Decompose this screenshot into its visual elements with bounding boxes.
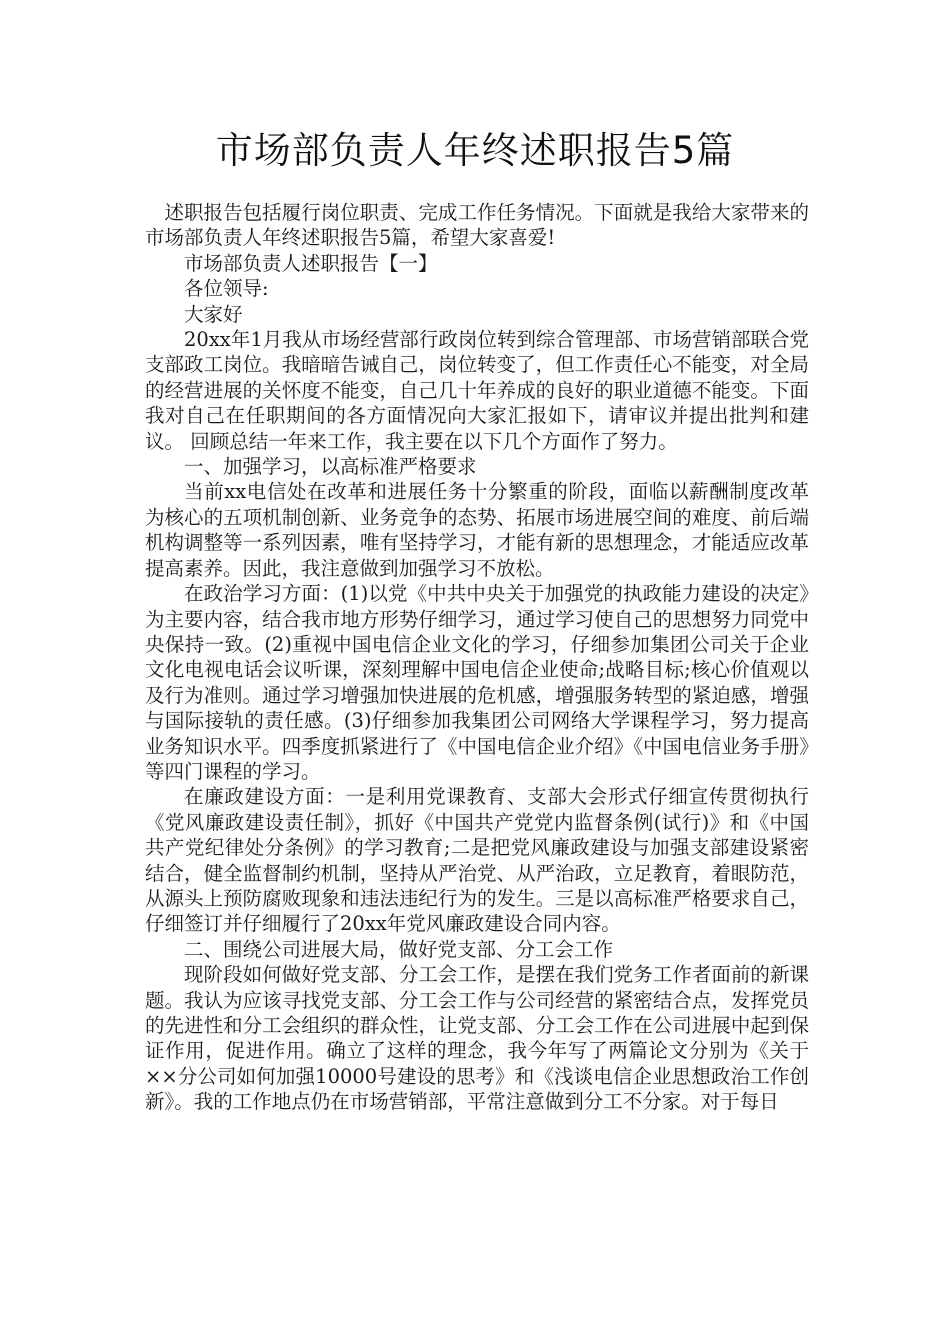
body-paragraph: 20xx年1月我从市场经营部行政岗位转到综合管理部、市场营销部联合党支部政工岗位。我暗暗告诫自己，岗位转变了，但工作责任心不能变，对全局的经营进展的关怀度不能变，自己几十年养成的良好的职业道德不能变。下面我对自己在任职期间的各方面情况向大家汇报如下，请审议并提出批判和建议。 回顾总结一年来工作，我主要在以下几个方面作了努力。 — [145, 328, 809, 453]
document-body — [145, 200, 809, 1115]
body-paragraph: 在政治学习方面：(1)以党《中共中央关于加强党的执政能力建设的决定》为主要内容，结合我市地方形势仔细学习，通过学习使自己的思想努力同党中央保持一致。(2)重视中国电信企业文化的学习，仔细参加集团公司关于企业文化电视电话会议听课，深刻理解中国电信企业使命;战略目标;核心价值观以及行为准则。通过学习增强加快进展的危机感，增强服务转型的紧迫感，增强与国际接轨的责任感。(3)仔细参加我集团公司网络大学课程学习，努力提高业务知识水平。四季度抓紧进行了《中国电信企业介绍》《中国电信业务手册》等四门课程的学习。 — [145, 582, 809, 783]
section-heading-report-one: 市场部负责人述职报告【一】 — [184, 251, 438, 275]
section-heading-party-work: 二、围绕公司进展大局，做好党支部、分工会工作 — [184, 937, 614, 961]
intro-paragraph: 述职报告包括履行岗位职责、完成工作任务情况。下面就是我给大家带来的市场部负责人年终述职报告5篇，希望大家喜爱! — [145, 201, 809, 250]
body-paragraph: 现阶段如何做好党支部、分工会工作，是摆在我们党务工作者面前的新课题。我认为应该寻找党支部、分工会工作与公司经营的紧密结合点，发挥党员的先进性和分工会组织的群众性，让党支部、分工会工作在公司进展中起到保证作用，促进作用。确立了这样的理念，我今年写了两篇论文分别为《关于××分公司如何加强10000号建设的思考》和《浅谈电信企业思想政治工作创新》。我的工作地点仍在市场营销部，平常注意做到分工不分家。对于每日 — [145, 963, 809, 1114]
body-paragraph: 当前xx电信处在改革和进展任务十分繁重的阶段，面临以薪酬制度改革为核心的五项机制创新、业务竞争的态势、拓展市场进展空间的难度、前后端机构调整等一系列因素，唯有坚持学习，才能有新的思想理念，才能适应改革提高素养。因此，我注意做到加强学习不放松。 — [145, 480, 809, 580]
document-title: 市场部负责人年终述职报告5篇 — [215, 129, 735, 172]
salutation: 各位领导: — [184, 277, 269, 301]
greeting: 大家好 — [184, 302, 243, 326]
section-heading-study: 一、加强学习，以高标准严格要求 — [184, 455, 477, 479]
body-paragraph: 在廉政建设方面：一是利用党课教育、支部大会形式仔细宣传贯彻执行《党风廉政建设责任制》，抓好《中国共产党党内监督条例(试行)》和《中国共产党纪律处分条例》的学习教育;二是把党风廉政建设与加强支部建设紧密结合，健全监督制约机制，坚持从严治党、从严治政，立足教育，着眼防范，从源头上预防腐败现象和违法违纪行为的发生。三是以高标准严格要求自己，仔细签订并仔细履行了20xx年党风廉政建设合同内容。 — [145, 785, 809, 936]
